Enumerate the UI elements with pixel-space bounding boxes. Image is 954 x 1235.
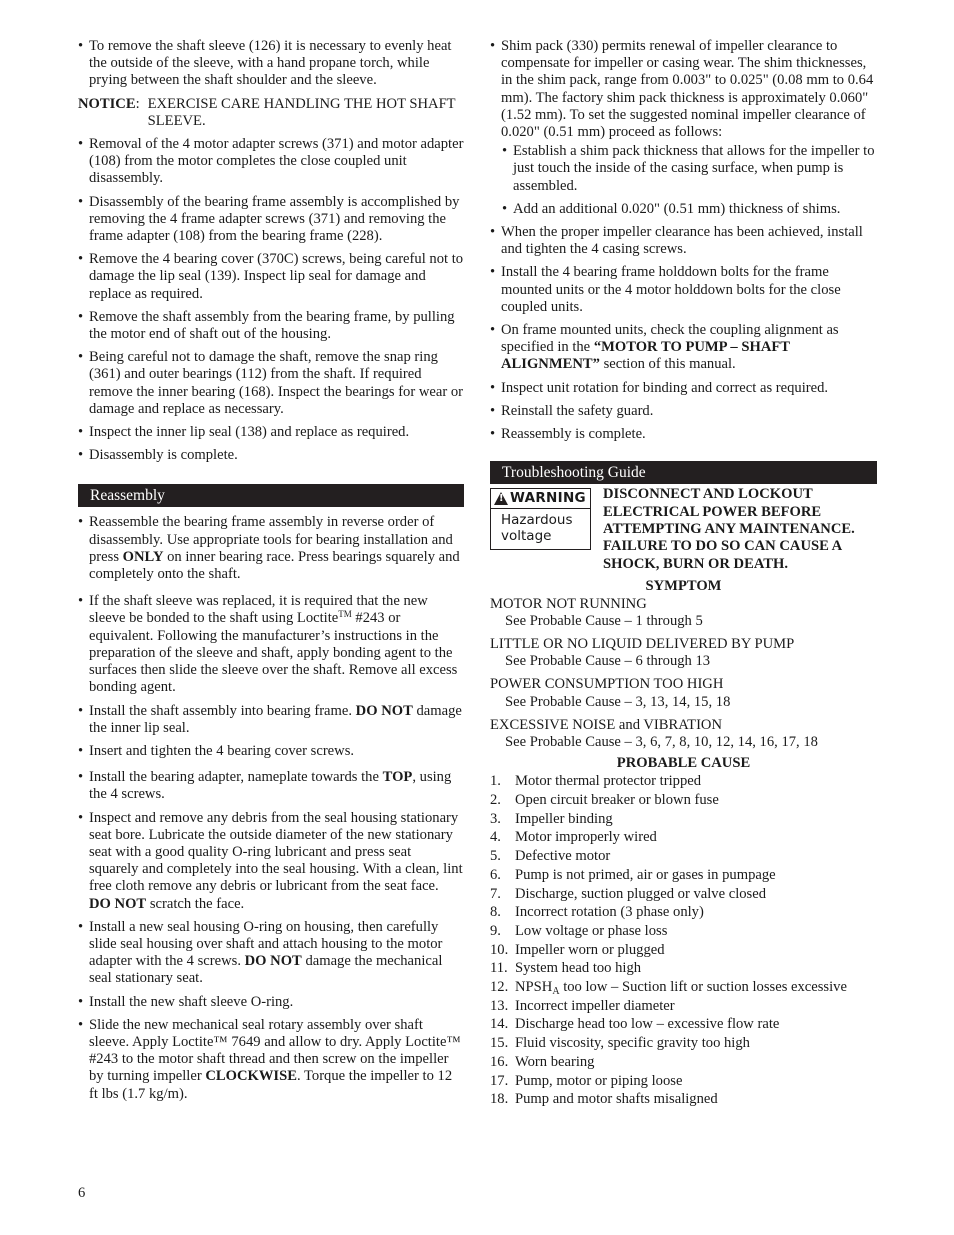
bullet-disassembly-6: • Inspect the inner lip seal (138) and replace as required. [78,424,464,441]
bullet-disassembly-5: • Being careful not to damage the shaft, remove the snap ring (361) and outer bearings (112) from the shaft. If required remove the inner bearing (168). Inspect the bearings for wear or damage and replace as necessary. [78,349,464,418]
bullet-remove-shaft-sleeve: • To remove the shaft sleeve (126) it is necessary to evenly heat the outside of the sleeve, with a hand propane torch, while prying between the shaft shoulder and the sleeve. [78,38,464,90]
cause-item: 6. Pump is not primed, air or gases in pumpage [490,866,776,883]
symptom-list [490,596,877,752]
warning-label-box [490,488,591,550]
cause-item: 8. Incorrect rotation (3 phase only) [490,904,704,921]
bullet-reassembly-5: • Install the bearing adapter, nameplate towards the TOP, using the 4 screws. [78,769,464,803]
left-column [78,38,464,1109]
symptom-item: LITTLE OR NO LIQUID DELIVERED BY PUMP See Probable Cause – 6 through 13 [490,635,795,670]
notice-label: NOTICE [78,95,136,112]
cause-item: 12. $NPSH_A$ too low – Suction lift or suction losses excessive [490,979,847,998]
cause-item: 3. Impeller binding [490,810,613,827]
cause-item: 10. Impeller worn or plugged [490,941,665,958]
bullet-reassembly-4: • Insert and tighten the 4 bearing cover screws. [78,743,464,760]
symptom-item: POWER CONSUMPTION TOO HIGH See Probable Cause – 3, 13, 14, 15, 18 [490,676,731,710]
bullet-reassembly-8: • Install the new shaft sleeve O-ring. [78,994,464,1011]
probable-cause-heading: PROBABLE CAUSE [616,755,751,772]
cause-item: 14. Discharge head too low – excessive flow rate [490,1016,780,1033]
cause-item: 17. Pump, motor or piping loose [490,1072,683,1089]
bullet-reassembly-2: • If the shaft sleeve was replaced, it is required that the new sleeve be bonded to the shaft using Loctite™ #243 or equivalent. Following the manufacturer’s instructions in the preparation of the sleeve and shaft, apply bonding agent to the surfaces then slide the sleeve over the shaft. Remove all excess bonding agent. [78,593,464,696]
warning-label: WARNING [510,490,586,507]
warning-triangle-icon [494,492,508,505]
bullet-disassembly-7: • Disassembly is complete. [78,447,464,464]
bullet-reassembly-6: • Inspect and remove any debris from the seal housing stationary seat bore. Lubricate the outside diameter of the new stationary seat with a good quality O-ring lubricant and press seat squarely and completely into the seal housing. With a clean, lint free cloth remove any debris or lubricant from the seat face. DO NOT scratch the face. [78,810,464,913]
bullet-holddown-bolts: • Install the 4 bearing frame holddown bolts for the frame mounted units or the 4 motor holddown bolts for the close coupled units. [490,264,877,316]
bullet-coupling-alignment: • On frame mounted units, check the coupling alignment as specified in the “MOTOR TO PUMP – SHAFT ALIGNMENT” section of this manual. [490,322,877,374]
cause-item: 9. Low voltage or phase loss [490,922,668,939]
cause-item: 1. Motor thermal protector tripped [490,773,702,790]
cause-item: 11. System head too high [490,960,642,977]
bullet-disassembly-1: • Removal of the 4 motor adapter screws (371) and motor adapter (108) from the motor completes the close coupled unit disassembly. [78,136,464,188]
cause-item: 7. Discharge, suction plugged or valve closed [490,885,767,902]
page-number: 6 [78,1185,86,1201]
cause-item: 2. Open circuit breaker or blown fuse [490,792,719,809]
notice: NOTICE: EXERCISE CARE HANDLING THE HOT SHAFT SLEEVE. [78,96,464,130]
bullet-disassembly-3: • Remove the 4 bearing cover (370C) screws, being careful not to damage the lip seal (139). Inspect lip seal for damage and replace as required. [78,251,464,303]
sub-bullet-shim-2: • Add an additional 0.020" (0.51 mm) thickness of shims. [490,201,877,218]
sub-bullet-shim-1: • Establish a shim pack thickness that allows for the impeller to just touch the inside of the casing surface, when pump is assembled. [490,143,877,195]
cause-item: 5. Defective motor [490,848,611,865]
bullet-reassembly-7: • Install a new seal housing O-ring on housing, then carefully slide seal housing over shaft and attach housing to the motor adapter with the 4 screws. DO NOT damage the mechanical seal stationary seat. [78,919,464,988]
warning-sublabel: Hazardous voltage [501,512,573,545]
warning-text: DISCONNECT AND LOCKOUT ELECTRICAL POWER BEFORE ATTEMPTING ANY MAINTENANCE. FAILURE TO DO SO CAN CAUSE A SHOCK, BURN OR DEATH. [603,486,855,572]
bullet-reassembly-1: • Reassemble the bearing frame assembly in reverse order of disassembly. Use appropriate tools for bearing installation and press ONLY on inner bearing race. Press bearings squarely and completely onto the shaft. [78,514,464,583]
bullet-disassembly-2: • Disassembly of the bearing frame assembly is accomplished by removing the 4 frame adapter screws (371) and removing the frame adapter (108) from the bearing frame (228). [78,194,464,246]
bullet-reassembly-3: • Install the shaft assembly into bearing frame. DO NOT damage the inner lip seal. [78,703,464,737]
bullet-reassembly-9: • Slide the new mechanical seal rotary assembly over shaft sleeve. Apply Loctite™ 7649 and allow to dry. Apply Loctite™ #243 to the motor shaft thread and then screw on the impeller by turning impeller CLOCKWISE. Torque the impeller to 12 ft lbs (1.7 kg/m). [78,1017,464,1103]
cause-item: 16. Worn bearing [490,1053,595,1070]
bullet-shim-pack: • Shim pack (330) permits renewal of impeller clearance to compensate for impeller or casing wear. The shim thicknesses, in the shim pack, range from 0.003" to 0.025" (0.08 mm to 0.64 mm). The factory shim pack thickness is approximately 0.060" (1.52 mm). To set the suggested nominal impeller clearance of 0.020" (0.51 mm) proceed as follows: • Establish a shim pack thickness that allows for the impeller to just touch the inside of the casing surface, when pump is assembled. • Add an additional 0.020" (0.51 mm) thickness of shims. [490,38,877,218]
troubleshooting-header: Troubleshooting Guide [490,461,877,484]
warning-block [490,486,877,573]
cause-item: 13. Incorrect impeller diameter [490,997,675,1014]
cause-item: 15. Fluid viscosity, specific gravity too high [490,1035,750,1052]
probable-cause-list [490,772,877,1109]
cause-item: 4. Motor improperly wired [490,829,657,846]
bullet-reassembly-complete: • Reassembly is complete. [490,426,877,443]
bullet-casing-screws: • When the proper impeller clearance has been achieved, install and tighten the 4 casing screws. [490,224,877,258]
symptom-item: MOTOR NOT RUNNING See Probable Cause – 1 through 5 [490,595,703,629]
symptom-heading: SYMPTOM [645,578,722,595]
right-column [490,38,877,1109]
notice-text: EXERCISE CARE HANDLING THE HOT SHAFT SLEEVE. [147,95,456,129]
reassembly-header: Reassembly [78,484,464,507]
symptom-item: EXCESSIVE NOISE and VIBRATION See Probable Cause – 3, 6, 7, 8, 10, 12, 14, 16, 17, 18 [490,716,818,750]
cause-item: 18. Pump and motor shafts misaligned [490,1091,718,1108]
bullet-inspect-rotation: • Inspect unit rotation for binding and correct as required. [490,380,877,397]
bullet-disassembly-4: • Remove the shaft assembly from the bearing frame, by pulling the motor end of shaft out of the housing. [78,309,464,343]
bullet-safety-guard: • Reinstall the safety guard. [490,403,877,420]
